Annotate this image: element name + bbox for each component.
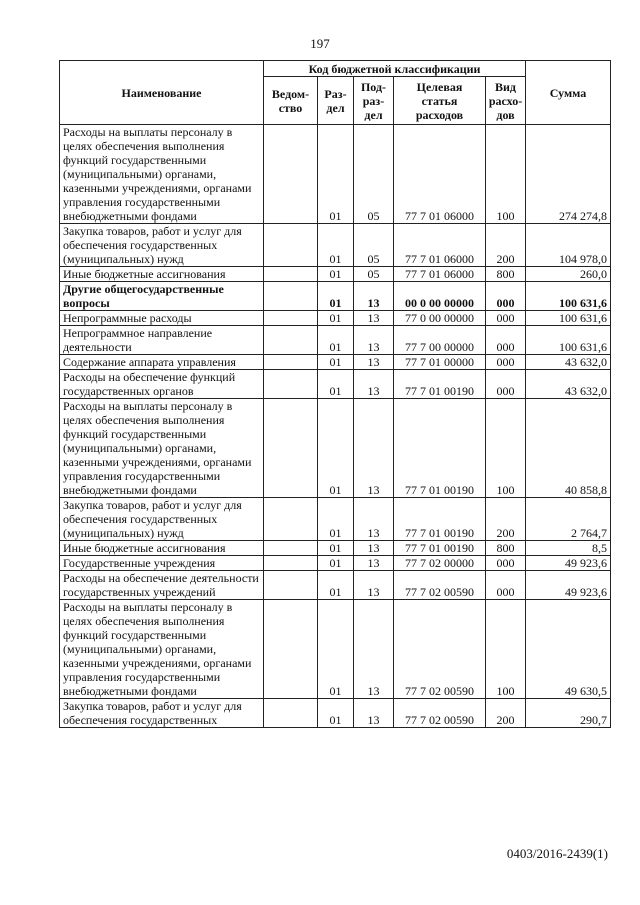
cell-name: Иные бюджетные ассигнования	[60, 267, 264, 282]
cell-name: Закупка товаров, работ и услуг для обеспечения государственных	[60, 699, 264, 728]
table-row	[60, 224, 611, 267]
table-row	[60, 399, 611, 498]
cell-target: 77 7 01 06000	[394, 267, 486, 282]
cell-dept	[264, 326, 318, 355]
cell-sum: 8,5	[526, 541, 611, 556]
cell-name: Непрограммные расходы	[60, 311, 264, 326]
cell-sum: 49 923,6	[526, 571, 611, 600]
cell-dept	[264, 699, 318, 728]
cell-name: Содержание аппарата управления	[60, 355, 264, 370]
cell-target: 77 7 02 00590	[394, 571, 486, 600]
cell-sum: 260,0	[526, 267, 611, 282]
cell-section: 01	[318, 600, 354, 699]
header-code-group: Код бюджетной классификации	[264, 61, 526, 77]
cell-name: Непрограммное направление деятельности	[60, 326, 264, 355]
cell-target: 00 0 00 00000	[394, 282, 486, 311]
cell-type: 000	[486, 556, 526, 571]
cell-target: 77 7 01 06000	[394, 224, 486, 267]
cell-name: Иные бюджетные ассигнования	[60, 541, 264, 556]
cell-sum: 49 630,5	[526, 600, 611, 699]
cell-section: 01	[318, 355, 354, 370]
cell-sum: 274 274,8	[526, 125, 611, 224]
header-sum: Сумма	[526, 61, 611, 125]
cell-subsection: 13	[354, 571, 394, 600]
cell-dept	[264, 311, 318, 326]
cell-type: 800	[486, 541, 526, 556]
cell-target: 77 7 01 00190	[394, 370, 486, 399]
cell-target: 77 7 02 00590	[394, 699, 486, 728]
cell-sum: 49 923,6	[526, 556, 611, 571]
cell-subsection: 05	[354, 267, 394, 282]
cell-name: Расходы на выплаты персоналу в целях обеспечения выполнения функций государственными (муниципальными) органами, казенными учреждениями, органами управления государственными внебюджетными фондами	[60, 399, 264, 498]
cell-dept	[264, 125, 318, 224]
cell-subsection: 05	[354, 224, 394, 267]
cell-sum: 100 631,6	[526, 326, 611, 355]
cell-dept	[264, 498, 318, 541]
cell-section: 01	[318, 399, 354, 498]
cell-dept	[264, 399, 318, 498]
cell-sum: 290,7	[526, 699, 611, 728]
table-row	[60, 370, 611, 399]
cell-subsection: 13	[354, 541, 394, 556]
cell-dept	[264, 267, 318, 282]
cell-type: 200	[486, 699, 526, 728]
cell-target: 77 7 02 00000	[394, 556, 486, 571]
cell-dept	[264, 370, 318, 399]
cell-subsection: 05	[354, 125, 394, 224]
cell-subsection: 13	[354, 556, 394, 571]
cell-target: 77 7 00 00000	[394, 326, 486, 355]
cell-type: 800	[486, 267, 526, 282]
header-subsection: Под- раз- дел	[354, 77, 394, 125]
cell-sum: 100 631,6	[526, 282, 611, 311]
cell-name: Государственные учреждения	[60, 556, 264, 571]
cell-target: 77 0 00 00000	[394, 311, 486, 326]
table-row	[60, 699, 611, 728]
table-row	[60, 571, 611, 600]
cell-subsection: 13	[354, 282, 394, 311]
cell-subsection: 13	[354, 311, 394, 326]
table-row	[60, 498, 611, 541]
cell-section: 01	[318, 571, 354, 600]
cell-sum: 43 632,0	[526, 355, 611, 370]
cell-type: 000	[486, 370, 526, 399]
cell-type: 100	[486, 600, 526, 699]
table-row	[60, 282, 611, 311]
cell-section: 01	[318, 311, 354, 326]
cell-subsection: 13	[354, 326, 394, 355]
cell-sum: 104 978,0	[526, 224, 611, 267]
header-dept: Ведом- ство	[264, 77, 318, 125]
cell-target: 77 7 01 00190	[394, 541, 486, 556]
table-row	[60, 267, 611, 282]
document-code: 0403/2016-2439(1)	[506, 846, 608, 861]
cell-subsection: 13	[354, 699, 394, 728]
table-row	[60, 541, 611, 556]
cell-dept	[264, 556, 318, 571]
table-row	[60, 326, 611, 355]
cell-target: 77 7 01 06000	[394, 125, 486, 224]
table-row	[60, 125, 611, 224]
cell-target: 77 7 01 00190	[394, 498, 486, 541]
cell-name: Расходы на обеспечение функций государственных органов	[60, 370, 264, 399]
cell-section: 01	[318, 498, 354, 541]
cell-name: Закупка товаров, работ и услуг для обеспечения государственных (муниципальных) нужд	[60, 224, 264, 267]
cell-subsection: 13	[354, 399, 394, 498]
cell-type: 100	[486, 125, 526, 224]
cell-target: 77 7 01 00190	[394, 399, 486, 498]
cell-section: 01	[318, 556, 354, 571]
cell-type: 200	[486, 498, 526, 541]
cell-section: 01	[318, 370, 354, 399]
cell-name: Закупка товаров, работ и услуг для обеспечения государственных (муниципальных) нужд	[60, 498, 264, 541]
cell-dept	[264, 571, 318, 600]
cell-name: Другие общегосударственные вопросы	[60, 282, 264, 311]
cell-subsection: 13	[354, 370, 394, 399]
header-target: Целевая статья расходов	[394, 77, 486, 125]
cell-target: 77 7 01 00000	[394, 355, 486, 370]
cell-type: 000	[486, 282, 526, 311]
table-row	[60, 600, 611, 699]
cell-subsection: 13	[354, 498, 394, 541]
cell-dept	[264, 355, 318, 370]
cell-section: 01	[318, 267, 354, 282]
table-body	[60, 125, 611, 728]
cell-section: 01	[318, 326, 354, 355]
header-name: Наименование	[60, 61, 264, 125]
cell-section: 01	[318, 541, 354, 556]
cell-dept	[264, 224, 318, 267]
cell-type: 200	[486, 224, 526, 267]
table-row	[60, 556, 611, 571]
cell-type: 100	[486, 399, 526, 498]
cell-section: 01	[318, 282, 354, 311]
cell-type: 000	[486, 571, 526, 600]
cell-name: Расходы на выплаты персоналу в целях обеспечения выполнения функций государственными (муниципальными) органами, казенными учреждениями, органами управления государственными внебюджетными фондами	[60, 125, 264, 224]
cell-dept	[264, 600, 318, 699]
page-number: 197	[310, 36, 330, 51]
cell-type: 000	[486, 311, 526, 326]
cell-section: 01	[318, 224, 354, 267]
table-header	[60, 61, 611, 125]
cell-name: Расходы на выплаты персоналу в целях обеспечения выполнения функций государственными (муниципальными) органами, казенными учреждениями, органами управления государственными внебюджетными фондами	[60, 600, 264, 699]
cell-dept	[264, 541, 318, 556]
table-row	[60, 311, 611, 326]
header-section: Раз- дел	[318, 77, 354, 125]
table-row	[60, 355, 611, 370]
cell-section: 01	[318, 699, 354, 728]
cell-name: Расходы на обеспечение деятельности государственных учреждений	[60, 571, 264, 600]
cell-dept	[264, 282, 318, 311]
cell-subsection: 13	[354, 355, 394, 370]
cell-sum: 43 632,0	[526, 370, 611, 399]
cell-target: 77 7 02 00590	[394, 600, 486, 699]
budget-table	[59, 60, 611, 728]
cell-type: 000	[486, 355, 526, 370]
cell-sum: 100 631,6	[526, 311, 611, 326]
cell-subsection: 13	[354, 600, 394, 699]
cell-sum: 40 858,8	[526, 399, 611, 498]
header-type: Вид расхо- дов	[486, 77, 526, 125]
cell-sum: 2 764,7	[526, 498, 611, 541]
cell-type: 000	[486, 326, 526, 355]
cell-section: 01	[318, 125, 354, 224]
